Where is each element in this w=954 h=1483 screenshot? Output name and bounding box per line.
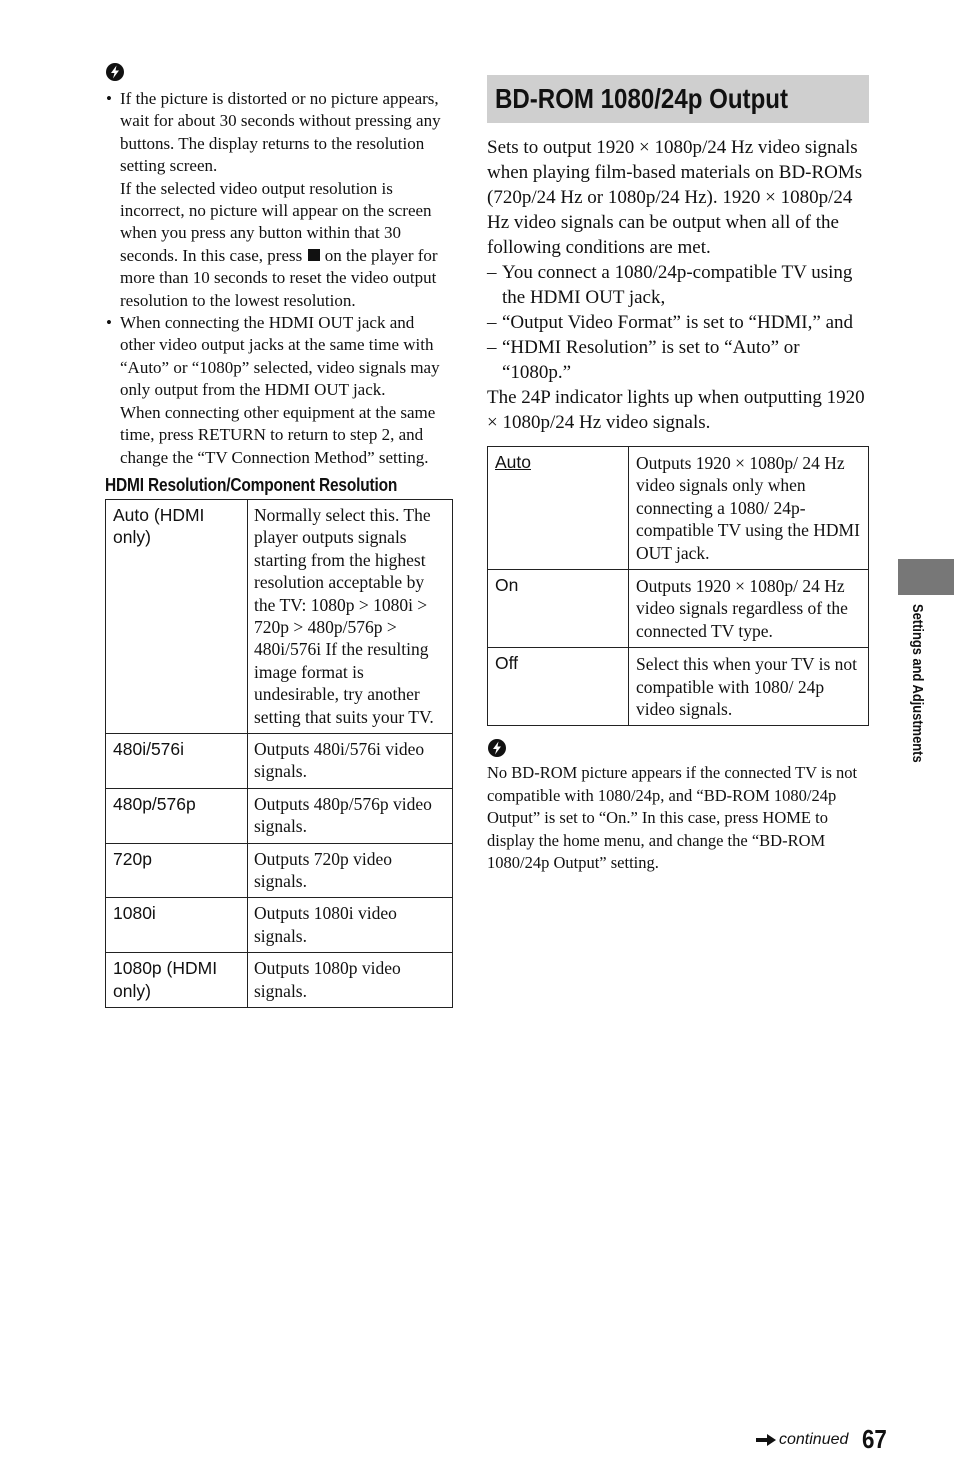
- section-body: [487, 135, 869, 435]
- continued-label: continued: [779, 1430, 849, 1448]
- table-row: [106, 499, 453, 733]
- table-row: [106, 788, 453, 843]
- option-description: Outputs 480i/576i video signals.: [248, 733, 453, 788]
- table-row: [488, 648, 869, 726]
- resolution-table: [105, 499, 453, 1008]
- option-name: 720p: [106, 843, 248, 898]
- option-name: 1080p (HDMI only): [106, 953, 248, 1008]
- chapter-tab-label: Settings and Adjustments: [909, 604, 926, 763]
- option-description: Normally select this. The player outputs signals starting from the highest resolution acceptable by the TV: 1080p > 1080i > 720p > 480p/576p > 480i/576i If the resulting image format is undesirable, try another setting that suits your TV.: [248, 499, 453, 733]
- table-row: [106, 898, 453, 953]
- page-footer: [755, 1424, 891, 1455]
- section-title-bar: [487, 75, 869, 123]
- stop-square-icon: [308, 249, 320, 261]
- outro-text: The 24P indicator lights up when outputting 1920 × 1080p/24 Hz video signals.: [487, 387, 865, 433]
- table-row: [106, 843, 453, 898]
- tip-text: • If the picture is distorted or no picture appears, wait for about 30 seconds without pressing any buttons. The display returns to the resolution setting screen.: [120, 89, 441, 176]
- subheading: HDMI Resolution/Component Resolution: [105, 474, 398, 495]
- left-column: [105, 62, 453, 1008]
- option-description: Outputs 720p video signals.: [248, 843, 453, 898]
- table-row: [488, 447, 869, 570]
- page-number: 67: [862, 1424, 888, 1454]
- tip-icon: [105, 62, 125, 82]
- option-description: Outputs 480p/576p video signals.: [248, 788, 453, 843]
- option-name: Off: [488, 648, 629, 726]
- tip-item: [105, 88, 453, 312]
- output-table: [487, 446, 869, 726]
- option-description: Outputs 1920 × 1080p/ 24 Hz video signals regardless of the connected TV type.: [629, 570, 869, 648]
- tips-list: [105, 88, 453, 469]
- option-name: 480p/576p: [106, 788, 248, 843]
- continued-arrow-icon: [755, 1433, 777, 1447]
- condition-item: – “HDMI Resolution” is set to “Auto” or “1080p.”: [487, 335, 869, 385]
- option-description: Outputs 1080p video signals.: [248, 953, 453, 1008]
- chapter-tab-marker: [898, 559, 954, 595]
- tip-text: When connecting other equipment at the same time, press RETURN to return to step 2, and change the “TV Connection Method” setting.: [120, 402, 436, 467]
- note-block: [487, 738, 869, 874]
- table-row: [106, 733, 453, 788]
- option-name: 1080i: [106, 898, 248, 953]
- tip-item: [105, 312, 453, 469]
- option-name: 480i/576i: [106, 733, 248, 788]
- option-name: Auto (HDMI only): [106, 499, 248, 733]
- section-title: BD-ROM 1080/24p Output: [495, 83, 789, 114]
- tip-text: If the selected video output resolution is incorrect, no picture will appear on the screen when you press any button within that 30 seconds. In this case, press on the player for more than 10 seconds to reset the video output resolution to the lowest resolution.: [120, 178, 438, 310]
- table-row: [488, 570, 869, 648]
- condition-item: – “Output Video Format” is set to “HDMI,” and: [487, 310, 869, 335]
- option-name-default: Auto: [495, 452, 531, 472]
- condition-item: – You connect a 1080/24p-compatible TV using the HDMI OUT jack,: [487, 260, 869, 310]
- tip-icon: [487, 738, 507, 758]
- tip-text: • When connecting the HDMI OUT jack and other video output jacks at the same time with “Auto” or “1080p” selected, video signals may only output from the HDMI OUT jack.: [120, 313, 440, 400]
- option-description: Outputs 1080i video signals.: [248, 898, 453, 953]
- intro-text: Sets to output 1920 × 1080p/24 Hz video signals when playing film-based materials on BD-ROMs (720p/24 Hz or 1080p/24 Hz). 1920 × 1080p/24 Hz video signals can be output when all of the following conditions are met.: [487, 137, 863, 258]
- option-name: On: [488, 570, 629, 648]
- option-description: Select this when your TV is not compatible with 1080/ 24p video signals.: [629, 648, 869, 726]
- option-description: Outputs 1920 × 1080p/ 24 Hz video signals only when connecting a 1080/ 24p-compatible TV using the HDMI OUT jack.: [629, 447, 869, 570]
- right-column: [487, 75, 869, 875]
- table-row: [106, 953, 453, 1008]
- note-text: No BD-ROM picture appears if the connected TV is not compatible with 1080/24p, and “BD-ROM 1080/24p Output” is set to “On.” In this case, press HOME to display the home menu, and change the “BD-ROM 1080/24p Output” setting.: [487, 763, 858, 873]
